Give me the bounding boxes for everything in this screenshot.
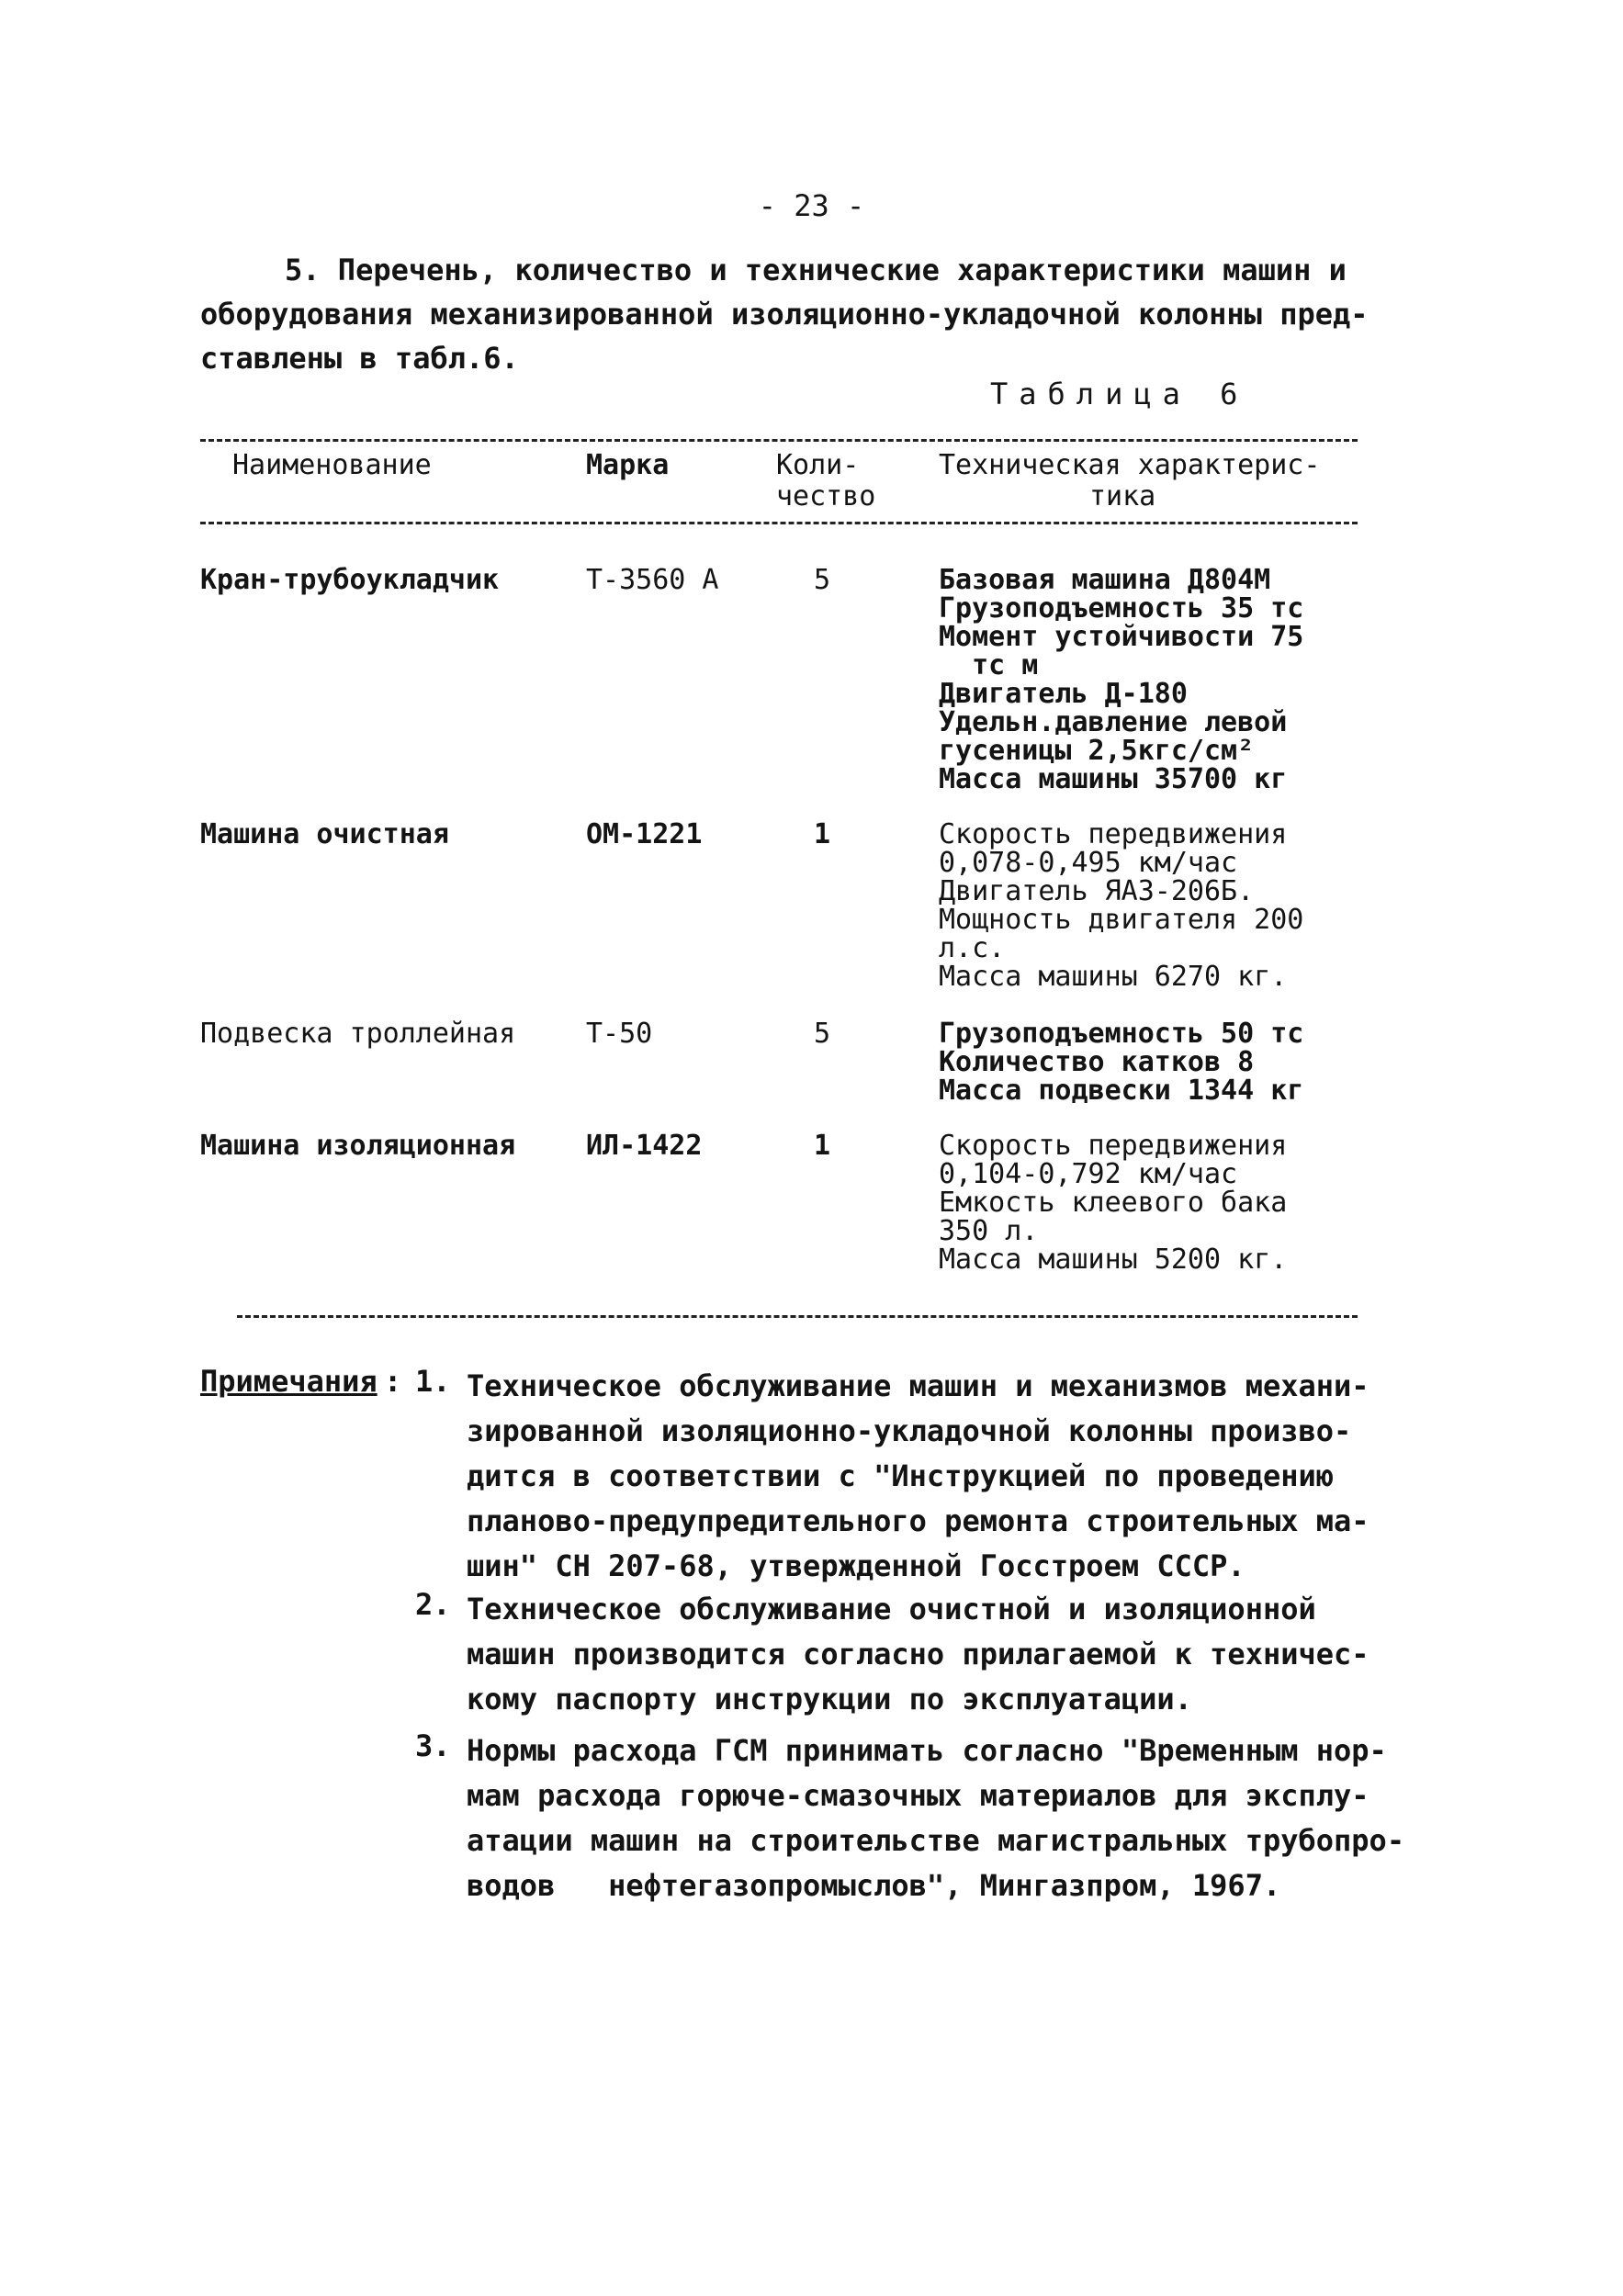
row-name: Машина изоляционная (200, 1130, 516, 1162)
note-line: Техническое обслуживание очистной и изоляционной (467, 1592, 1316, 1626)
note-number: 2. (415, 1587, 451, 1622)
note-line: дится в соответствии с "Инструкцией по проведению (467, 1458, 1335, 1493)
header-qty-line1: Коли- (776, 449, 860, 481)
header-mark: Марка (586, 449, 670, 481)
row-name: Подвеска троллейная (200, 1018, 516, 1050)
row-spec: Скорость передвижения 0,078-0,495 км/час Двигатель ЯАЗ-206Б. Мощность двигателя 200 л.с. Масса машины 6270 кг. (939, 818, 1304, 993)
note-line: зированной изоляционно-укладочной колонны произво- (467, 1413, 1352, 1448)
table-bottom-rule (237, 1315, 1358, 1318)
table-top-rule (200, 439, 1358, 442)
note-line: шин" СН 207-68, утвержденной Госстроем СССР. (467, 1548, 1245, 1583)
intro-line: оборудования механизированной изоляционно-укладочной колонны пред- (200, 297, 1369, 332)
note-line: Нормы расхода ГСМ принимать согласно "Временным нор- (467, 1733, 1387, 1768)
note-number: 1. (415, 1364, 451, 1399)
header-name: Наименование (232, 449, 432, 481)
table-header-rule (200, 522, 1358, 524)
row-name: Машина очистная (200, 818, 449, 850)
notes-label: Примечания (200, 1364, 378, 1399)
header-spec-line2: тика (1089, 480, 1156, 512)
table-caption: Таблица 6 (990, 377, 1249, 411)
intro-paragraph (200, 248, 1376, 380)
intro-line: ставлены в табл.6. (200, 341, 519, 376)
row-mark: Т-50 (586, 1018, 653, 1050)
note-text (467, 1587, 1413, 1722)
row-name: Кран-трубоукладчик (200, 564, 500, 596)
row-qty: 5 (814, 564, 831, 596)
note-line: машин производится согласно прилагаемой к техничес- (467, 1637, 1369, 1671)
row-qty: 5 (814, 1018, 831, 1050)
row-qty: 1 (814, 1130, 831, 1162)
header-qty-line2: чество (776, 480, 876, 512)
row-mark: ИЛ-1422 (586, 1130, 703, 1162)
note-line: планово-предупредительного ремонта строительных ма- (467, 1503, 1369, 1538)
intro-line: 5. Перечень, количество и технические характеристики машин и (285, 253, 1347, 287)
header-spec-line1: Техническая характерис- (939, 449, 1321, 481)
page-number: - 23 - (758, 188, 865, 223)
note-line: Техническое обслуживание машин и механизмов механи- (467, 1368, 1369, 1403)
notes-colon: : (384, 1364, 402, 1399)
note-number: 3. (415, 1728, 451, 1763)
note-line: водов нефтегазопромыслов", Мингазпром, 1967. (467, 1868, 1281, 1903)
row-mark: Т-3560 А (586, 564, 719, 596)
row-spec: Грузоподъемность 50 тс Количество катков 8 Масса подвески 1344 кг (939, 1018, 1304, 1107)
note-line: атации машин на строительстве магистральных трубопро- (467, 1823, 1405, 1858)
row-spec: Базовая машина Д804М Грузоподъемность 35 тс Момент устойчивости 75 тс м Двигатель Д-180 Удельн.давление левой гусеницы 2,5кгс/см² Масса машины 35700 кг (939, 564, 1304, 795)
row-mark: ОМ-1221 (586, 818, 703, 850)
note-line: кому паспорту инструкции по эксплуатации. (467, 1682, 1192, 1716)
note-text (467, 1728, 1413, 1908)
note-line: мам расхода горюче-смазочных материалов для эксплу- (467, 1778, 1369, 1813)
row-spec: Скорость передвижения 0,104-0,792 км/час Емкость клеевого бака 350 л. Масса машины 5200 кг. (939, 1130, 1288, 1276)
note-text (467, 1364, 1413, 1589)
row-qty: 1 (814, 818, 831, 850)
